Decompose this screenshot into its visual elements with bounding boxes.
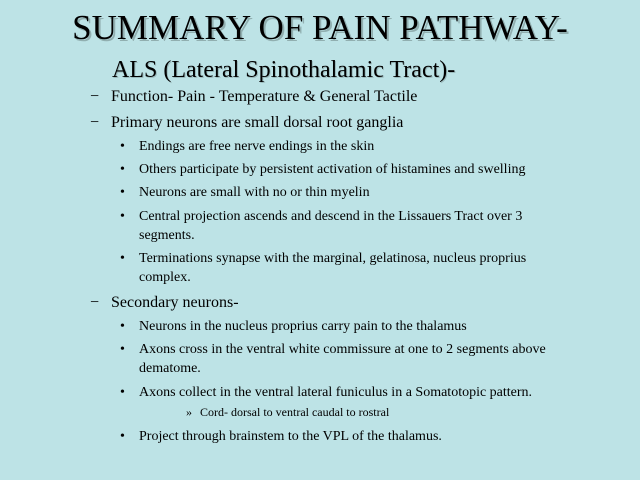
dash-marker: −: [90, 294, 100, 311]
sub-bullet-text: Axons cross in the ventral white commissure at one to 2 segments above: [139, 342, 546, 357]
slide-title: SUMMARY OF PAIN PATHWAY-: [72, 8, 568, 47]
bullet-marker: •: [120, 319, 125, 334]
sub-bullet-text: complex.: [139, 270, 191, 285]
bullet-text: Secondary neurons-: [111, 294, 239, 311]
sub-bullet-text: Central projection ascends and descend in the Lissauers Tract over 3: [139, 209, 523, 224]
sub-bullet-text: Neurons in the nucleus proprius carry pain to the thalamus: [139, 319, 467, 334]
bullet-marker: •: [120, 342, 125, 357]
sub-bullet-text: Terminations synapse with the marginal, gelatinosa, nucleus proprius: [139, 251, 527, 266]
bullet-marker: •: [120, 209, 125, 224]
sub-sub-bullet-text: Cord- dorsal to ventral caudal to rostral: [200, 405, 390, 419]
dash-marker: −: [90, 88, 100, 105]
bullet-marker: •: [120, 162, 125, 177]
bullet-text: Primary neurons are small dorsal root ganglia: [111, 114, 404, 131]
sub-bullet-text: Axons collect in the ventral lateral funiculus in a Somatotopic pattern.: [139, 385, 533, 400]
bullet-marker: •: [120, 185, 125, 200]
bullet-marker: •: [120, 385, 125, 400]
sub-bullet-text: Others participate by persistent activation of histamines and swelling: [139, 162, 526, 177]
sub-bullet-text: segments.: [139, 228, 195, 243]
dash-marker: −: [90, 114, 100, 131]
sub-bullet-text: Endings are free nerve endings in the skin: [139, 139, 375, 154]
bullet-text: Function- Pain - Temperature & General Tactile: [111, 88, 418, 105]
sub-bullet-text: dematome.: [139, 361, 201, 376]
bullet-marker: •: [120, 139, 125, 154]
bullet-marker: •: [120, 429, 125, 444]
sub-bullet-text: Project through brainstem to the VPL of the thalamus.: [139, 429, 442, 444]
slide-subtitle: ALS (Lateral Spinothalamic Tract)-: [112, 57, 456, 83]
sub-bullet-text: Neurons are small with no or thin myelin: [139, 185, 370, 200]
bullet-marker: •: [120, 251, 125, 266]
chevron-marker: »: [186, 405, 192, 419]
